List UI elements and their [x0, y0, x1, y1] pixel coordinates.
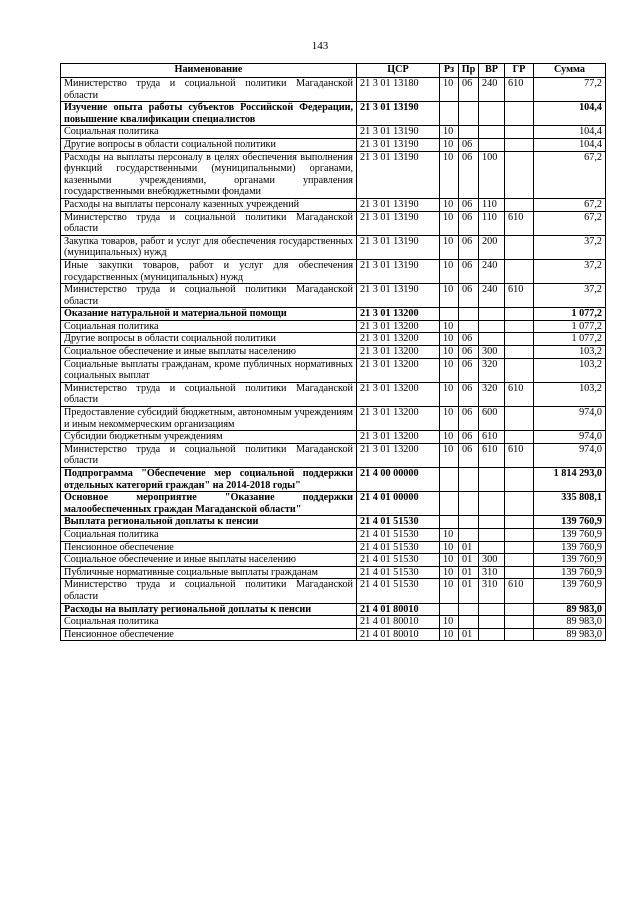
- cell-name: Изучение опыта работы субъектов Российской Федерации, повышение квалификации специалистов: [61, 102, 357, 126]
- cell-gr: [505, 554, 534, 567]
- cell-gr: 610: [505, 579, 534, 603]
- cell-pr: 06: [459, 431, 479, 444]
- table-row: [61, 603, 606, 616]
- cell-name: Социальная политика: [61, 616, 357, 629]
- cell-rz: 10: [440, 211, 459, 235]
- cell-rz: [440, 102, 459, 126]
- cell-gr: 610: [505, 382, 534, 406]
- cell-rz: 10: [440, 554, 459, 567]
- cell-gr: [505, 320, 534, 333]
- cell-sum: 139 760,9: [534, 516, 606, 529]
- cell-pr: 06: [459, 138, 479, 151]
- table-row: [61, 628, 606, 641]
- table-row: [61, 541, 606, 554]
- cell-rz: 10: [440, 528, 459, 541]
- cell-csr: 21 4 01 51530: [357, 554, 440, 567]
- table-row: [61, 358, 606, 382]
- cell-pr: [459, 308, 479, 321]
- cell-rz: [440, 308, 459, 321]
- cell-pr: [459, 516, 479, 529]
- cell-gr: [505, 308, 534, 321]
- cell-rz: 10: [440, 284, 459, 308]
- cell-name: Закупка товаров, работ и услуг для обеспечения государственных (муниципальных) нужд: [61, 235, 357, 259]
- cell-rz: 10: [440, 333, 459, 346]
- cell-name: Министерство труда и социальной политики Магаданской области: [61, 382, 357, 406]
- cell-gr: [505, 407, 534, 431]
- cell-name: Выплата региональной доплаты к пенсии: [61, 516, 357, 529]
- cell-csr: 21 3 01 13190: [357, 211, 440, 235]
- cell-vr: [479, 468, 505, 492]
- cell-vr: 200: [479, 235, 505, 259]
- cell-name: Другие вопросы в области социальной политики: [61, 333, 357, 346]
- cell-vr: 320: [479, 358, 505, 382]
- cell-pr: [459, 492, 479, 516]
- cell-vr: 240: [479, 78, 505, 102]
- table-header-row: [61, 64, 606, 78]
- cell-pr: 06: [459, 382, 479, 406]
- column-header-csr: ЦСР: [357, 64, 440, 78]
- cell-csr: 21 3 01 13200: [357, 358, 440, 382]
- cell-gr: [505, 431, 534, 444]
- cell-sum: 139 760,9: [534, 579, 606, 603]
- cell-name: Расходы на выплату региональной доплаты к пенсии: [61, 603, 357, 616]
- cell-sum: 89 983,0: [534, 628, 606, 641]
- cell-pr: 01: [459, 579, 479, 603]
- cell-rz: 10: [440, 616, 459, 629]
- cell-pr: 06: [459, 333, 479, 346]
- cell-rz: 10: [440, 443, 459, 467]
- cell-vr: 610: [479, 443, 505, 467]
- cell-csr: 21 3 01 13190: [357, 198, 440, 211]
- cell-pr: 06: [459, 358, 479, 382]
- cell-name: Социальное обеспечение и иные выплаты населению: [61, 554, 357, 567]
- cell-sum: 89 983,0: [534, 603, 606, 616]
- cell-gr: [505, 492, 534, 516]
- table-row: [61, 320, 606, 333]
- cell-vr: 300: [479, 554, 505, 567]
- cell-csr: 21 3 01 13200: [357, 443, 440, 467]
- cell-csr: 21 4 00 00000: [357, 468, 440, 492]
- cell-sum: 37,2: [534, 235, 606, 259]
- cell-sum: 104,4: [534, 102, 606, 126]
- table-row: [61, 443, 606, 467]
- cell-csr: 21 3 01 13200: [357, 346, 440, 359]
- table-row: [61, 198, 606, 211]
- cell-csr: 21 3 01 13190: [357, 102, 440, 126]
- cell-sum: 974,0: [534, 431, 606, 444]
- cell-gr: [505, 102, 534, 126]
- cell-pr: 06: [459, 198, 479, 211]
- cell-name: Субсидии бюджетным учреждениям: [61, 431, 357, 444]
- cell-sum: 37,2: [534, 259, 606, 283]
- cell-name: Министерство труда и социальной политики Магаданской области: [61, 443, 357, 467]
- cell-sum: 103,2: [534, 382, 606, 406]
- cell-name: Социальные выплаты гражданам, кроме публичных нормативных социальных выплат: [61, 358, 357, 382]
- table-row: [61, 382, 606, 406]
- cell-csr: 21 4 01 80010: [357, 603, 440, 616]
- cell-gr: [505, 516, 534, 529]
- cell-sum: 139 760,9: [534, 566, 606, 579]
- cell-pr: 01: [459, 541, 479, 554]
- cell-sum: 89 983,0: [534, 616, 606, 629]
- cell-sum: 103,2: [534, 358, 606, 382]
- cell-name: Публичные нормативные социальные выплаты гражданам: [61, 566, 357, 579]
- cell-gr: 610: [505, 78, 534, 102]
- cell-vr: 320: [479, 382, 505, 406]
- cell-gr: [505, 603, 534, 616]
- cell-rz: 10: [440, 628, 459, 641]
- cell-csr: 21 4 01 80010: [357, 616, 440, 629]
- cell-rz: 10: [440, 259, 459, 283]
- cell-vr: 310: [479, 579, 505, 603]
- cell-pr: 06: [459, 443, 479, 467]
- column-header-pr: Пр: [459, 64, 479, 78]
- table-row: [61, 126, 606, 139]
- cell-vr: [479, 138, 505, 151]
- cell-vr: [479, 126, 505, 139]
- cell-name: Министерство труда и социальной политики Магаданской области: [61, 579, 357, 603]
- budget-table: [60, 63, 606, 641]
- column-header-name: Наименование: [61, 64, 357, 78]
- cell-name: Расходы на выплаты персоналу казенных учреждений: [61, 198, 357, 211]
- cell-vr: [479, 333, 505, 346]
- cell-vr: [479, 528, 505, 541]
- column-header-sum: Сумма: [534, 64, 606, 78]
- cell-gr: [505, 541, 534, 554]
- cell-rz: [440, 492, 459, 516]
- table-row: [61, 566, 606, 579]
- cell-gr: [505, 346, 534, 359]
- cell-csr: 21 3 01 13190: [357, 284, 440, 308]
- cell-csr: 21 3 01 13190: [357, 235, 440, 259]
- table-row: [61, 102, 606, 126]
- cell-gr: [505, 358, 534, 382]
- cell-pr: [459, 320, 479, 333]
- cell-name: Министерство труда и социальной политики Магаданской области: [61, 284, 357, 308]
- cell-sum: 67,2: [534, 198, 606, 211]
- cell-vr: [479, 616, 505, 629]
- cell-csr: 21 4 01 51530: [357, 541, 440, 554]
- table-row: [61, 407, 606, 431]
- table-row: [61, 235, 606, 259]
- cell-rz: 10: [440, 382, 459, 406]
- cell-sum: 1 077,2: [534, 320, 606, 333]
- cell-name: Пенсионное обеспечение: [61, 628, 357, 641]
- cell-sum: 335 808,1: [534, 492, 606, 516]
- table-row: [61, 284, 606, 308]
- cell-rz: 10: [440, 346, 459, 359]
- cell-pr: 06: [459, 284, 479, 308]
- cell-pr: 06: [459, 78, 479, 102]
- cell-rz: 10: [440, 138, 459, 151]
- cell-gr: [505, 333, 534, 346]
- cell-sum: 104,4: [534, 138, 606, 151]
- cell-rz: 10: [440, 235, 459, 259]
- cell-vr: [479, 516, 505, 529]
- table-row: [61, 516, 606, 529]
- cell-pr: [459, 468, 479, 492]
- cell-sum: 37,2: [534, 284, 606, 308]
- cell-vr: 600: [479, 407, 505, 431]
- cell-pr: 01: [459, 554, 479, 567]
- table-row: [61, 333, 606, 346]
- cell-rz: 10: [440, 126, 459, 139]
- cell-name: Социальная политика: [61, 320, 357, 333]
- cell-csr: 21 3 01 13200: [357, 320, 440, 333]
- cell-gr: [505, 528, 534, 541]
- cell-gr: [505, 259, 534, 283]
- cell-gr: [505, 151, 534, 198]
- table-row: [61, 431, 606, 444]
- cell-rz: 10: [440, 78, 459, 102]
- cell-csr: 21 3 01 13200: [357, 431, 440, 444]
- cell-csr: 21 3 01 13200: [357, 308, 440, 321]
- table-row: [61, 308, 606, 321]
- cell-name: Министерство труда и социальной политики Магаданской области: [61, 211, 357, 235]
- cell-csr: 21 3 01 13190: [357, 259, 440, 283]
- cell-csr: 21 4 01 51530: [357, 566, 440, 579]
- cell-pr: 06: [459, 346, 479, 359]
- cell-name: Основное мероприятие "Оказание поддержки малообеспеченных граждан Магаданской области": [61, 492, 357, 516]
- cell-gr: 610: [505, 284, 534, 308]
- cell-sum: 974,0: [534, 443, 606, 467]
- cell-name: Иные закупки товаров, работ и услуг для обеспечения государственных (муниципальных) нужд: [61, 259, 357, 283]
- cell-sum: 77,2: [534, 78, 606, 102]
- cell-csr: 21 3 01 13200: [357, 407, 440, 431]
- cell-pr: 06: [459, 235, 479, 259]
- cell-vr: [479, 492, 505, 516]
- cell-rz: 10: [440, 198, 459, 211]
- cell-vr: [479, 102, 505, 126]
- cell-vr: 110: [479, 198, 505, 211]
- cell-pr: [459, 102, 479, 126]
- cell-pr: 01: [459, 628, 479, 641]
- cell-csr: 21 3 01 13190: [357, 126, 440, 139]
- cell-csr: 21 3 01 13200: [357, 333, 440, 346]
- cell-csr: 21 4 01 80010: [357, 628, 440, 641]
- cell-sum: 139 760,9: [534, 541, 606, 554]
- table-row: [61, 492, 606, 516]
- table-row: [61, 259, 606, 283]
- cell-csr: 21 4 01 00000: [357, 492, 440, 516]
- cell-name: Министерство труда и социальной политики Магаданской области: [61, 78, 357, 102]
- cell-csr: 21 3 01 13190: [357, 151, 440, 198]
- cell-csr: 21 3 01 13180: [357, 78, 440, 102]
- cell-pr: [459, 603, 479, 616]
- cell-pr: 06: [459, 259, 479, 283]
- column-header-vr: ВР: [479, 64, 505, 78]
- cell-vr: [479, 603, 505, 616]
- column-header-gr: ГР: [505, 64, 534, 78]
- table-row: [61, 138, 606, 151]
- cell-rz: 10: [440, 431, 459, 444]
- table-row: [61, 616, 606, 629]
- cell-csr: 21 4 01 51530: [357, 579, 440, 603]
- table-row: [61, 211, 606, 235]
- cell-rz: 10: [440, 151, 459, 198]
- cell-vr: 240: [479, 259, 505, 283]
- cell-rz: 10: [440, 407, 459, 431]
- cell-rz: 10: [440, 541, 459, 554]
- cell-vr: [479, 308, 505, 321]
- cell-pr: 06: [459, 151, 479, 198]
- cell-pr: 06: [459, 407, 479, 431]
- cell-vr: 310: [479, 566, 505, 579]
- cell-name: Оказание натуральной и материальной помощи: [61, 308, 357, 321]
- cell-vr: 300: [479, 346, 505, 359]
- cell-rz: [440, 603, 459, 616]
- cell-sum: 139 760,9: [534, 554, 606, 567]
- cell-rz: 10: [440, 579, 459, 603]
- table-row: [61, 151, 606, 198]
- cell-pr: [459, 616, 479, 629]
- cell-gr: [505, 468, 534, 492]
- cell-gr: [505, 566, 534, 579]
- page-number: 143: [311, 40, 329, 52]
- cell-name: Подпрограмма "Обеспечение мер социальной поддержки отдельных категорий граждан" на 2014-2018 годы": [61, 468, 357, 492]
- cell-gr: [505, 235, 534, 259]
- cell-gr: [505, 126, 534, 139]
- table-row: [61, 468, 606, 492]
- cell-csr: 21 3 01 13190: [357, 138, 440, 151]
- cell-sum: 104,4: [534, 126, 606, 139]
- cell-pr: [459, 528, 479, 541]
- cell-rz: [440, 516, 459, 529]
- cell-sum: 974,0: [534, 407, 606, 431]
- table-row: [61, 346, 606, 359]
- cell-rz: 10: [440, 358, 459, 382]
- cell-sum: 1 814 293,0: [534, 468, 606, 492]
- cell-sum: 103,2: [534, 346, 606, 359]
- cell-gr: [505, 628, 534, 641]
- cell-vr: 110: [479, 211, 505, 235]
- cell-sum: 1 077,2: [534, 308, 606, 321]
- cell-gr: [505, 198, 534, 211]
- cell-gr: [505, 616, 534, 629]
- cell-sum: 139 760,9: [534, 528, 606, 541]
- cell-vr: 240: [479, 284, 505, 308]
- cell-gr: [505, 138, 534, 151]
- cell-csr: 21 4 01 51530: [357, 516, 440, 529]
- cell-csr: 21 3 01 13200: [357, 382, 440, 406]
- cell-vr: [479, 541, 505, 554]
- table-body: [61, 78, 606, 641]
- cell-sum: 67,2: [534, 151, 606, 198]
- cell-name: Социальная политика: [61, 126, 357, 139]
- cell-name: Пенсионное обеспечение: [61, 541, 357, 554]
- cell-sum: 1 077,2: [534, 333, 606, 346]
- cell-name: Социальное обеспечение и иные выплаты населению: [61, 346, 357, 359]
- cell-pr: [459, 126, 479, 139]
- cell-vr: [479, 320, 505, 333]
- cell-name: Социальная политика: [61, 528, 357, 541]
- column-header-rz: Рз: [440, 64, 459, 78]
- table-row: [61, 554, 606, 567]
- cell-rz: 10: [440, 320, 459, 333]
- cell-name: Расходы на выплаты персоналу в целях обеспечения выполнения функций государственными (муниципальными) органами, казенными учреждениями, органами управления государственными внебюджетными фондами: [61, 151, 357, 198]
- cell-sum: 67,2: [534, 211, 606, 235]
- cell-pr: 06: [459, 211, 479, 235]
- cell-csr: 21 4 01 51530: [357, 528, 440, 541]
- table-row: [61, 528, 606, 541]
- cell-gr: 610: [505, 443, 534, 467]
- table-row: [61, 78, 606, 102]
- cell-vr: [479, 628, 505, 641]
- table-row: [61, 579, 606, 603]
- cell-vr: 610: [479, 431, 505, 444]
- cell-rz: [440, 468, 459, 492]
- cell-vr: 100: [479, 151, 505, 198]
- cell-pr: 01: [459, 566, 479, 579]
- cell-name: Предоставление субсидий бюджетным, автономным учреждениям и иным некоммерческим организациям: [61, 407, 357, 431]
- cell-rz: 10: [440, 566, 459, 579]
- cell-gr: 610: [505, 211, 534, 235]
- cell-name: Другие вопросы в области социальной политики: [61, 138, 357, 151]
